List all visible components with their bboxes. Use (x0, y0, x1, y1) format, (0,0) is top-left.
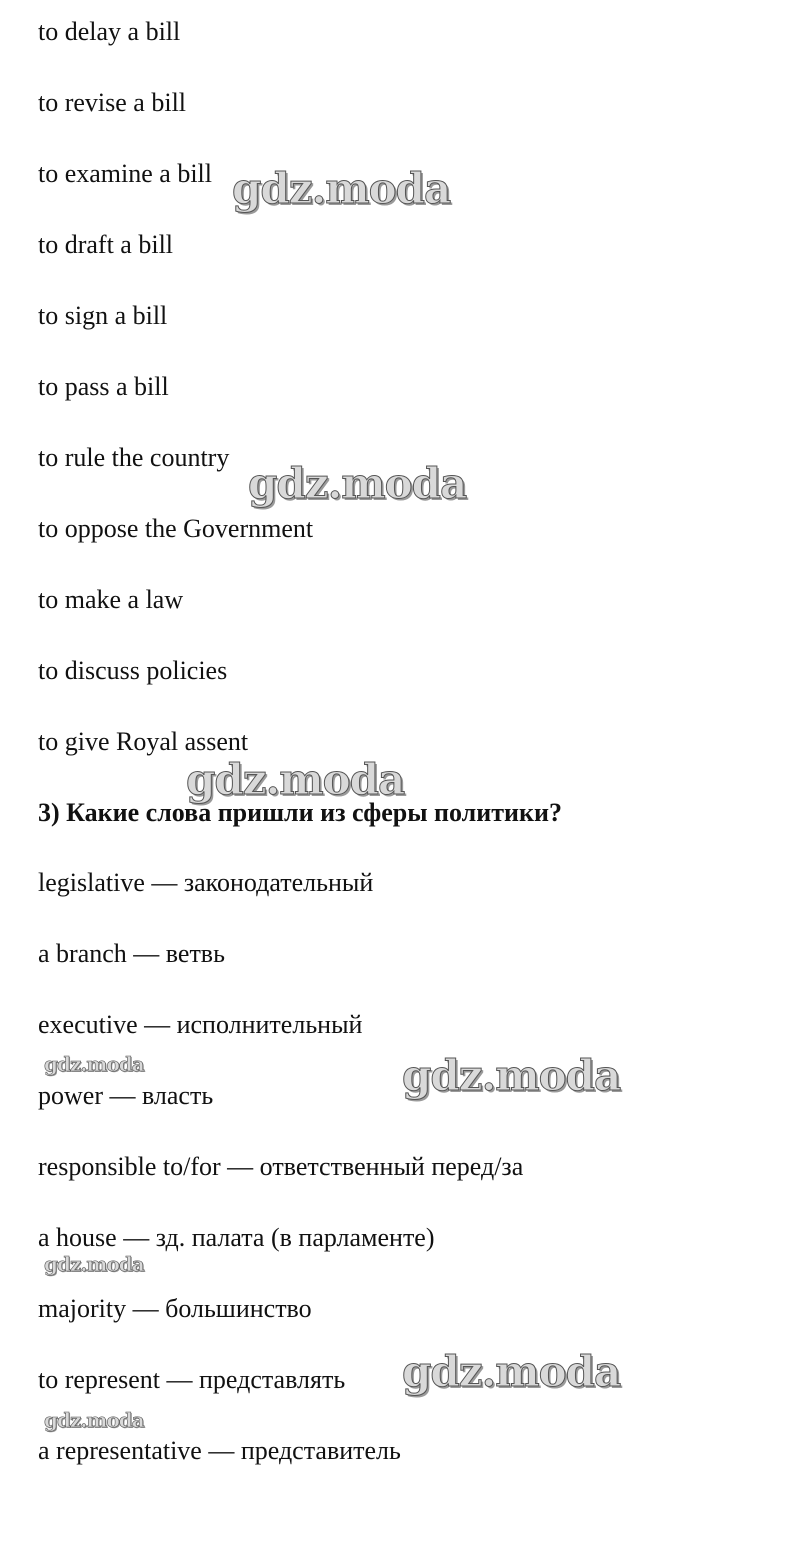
phrase-item: to pass a bill (38, 372, 169, 401)
phrase-item: to discuss policies (38, 656, 228, 685)
watermark: gdz.moda (44, 1052, 144, 1076)
phrase-item: to delay a bill (38, 17, 181, 46)
phrase-item: to sign a bill (38, 301, 168, 330)
vocab-item: a house — зд. палата (в парламенте) (38, 1223, 435, 1252)
watermark: gdz.moda (402, 1051, 621, 1100)
phrase-item: to oppose the Government (38, 514, 314, 543)
vocab-item: executive — исполнительный (38, 1010, 363, 1039)
phrase-item: to give Royal assent (38, 727, 249, 756)
vocab-item: power — власть (38, 1081, 214, 1110)
phrase-item: to examine a bill (38, 159, 213, 188)
vocab-item: a branch — ветвь (38, 939, 225, 968)
vocab-item: legislative — законодательный (38, 868, 374, 897)
watermark: gdz.moda (44, 1408, 144, 1432)
watermark: gdz.moda (186, 755, 405, 804)
vocab-item: a representative — представитель (38, 1436, 401, 1465)
phrase-item: to draft a bill (38, 230, 174, 259)
phrase-item: to make a law (38, 585, 184, 614)
section-heading: 3) Какие слова пришли из сферы политики? (38, 798, 562, 827)
vocab-item: majority — большинство (38, 1294, 312, 1323)
watermark: gdz.moda (44, 1252, 144, 1276)
watermark: gdz.moda (402, 1347, 621, 1396)
watermark: gdz.moda (232, 164, 451, 213)
phrase-item: to revise a bill (38, 88, 187, 117)
vocab-item: responsible to/for — ответственный перед/за (38, 1152, 524, 1181)
watermark: gdz.moda (248, 459, 467, 508)
phrase-item: to rule the country (38, 443, 230, 472)
vocab-item: to represent — представлять (38, 1365, 346, 1394)
